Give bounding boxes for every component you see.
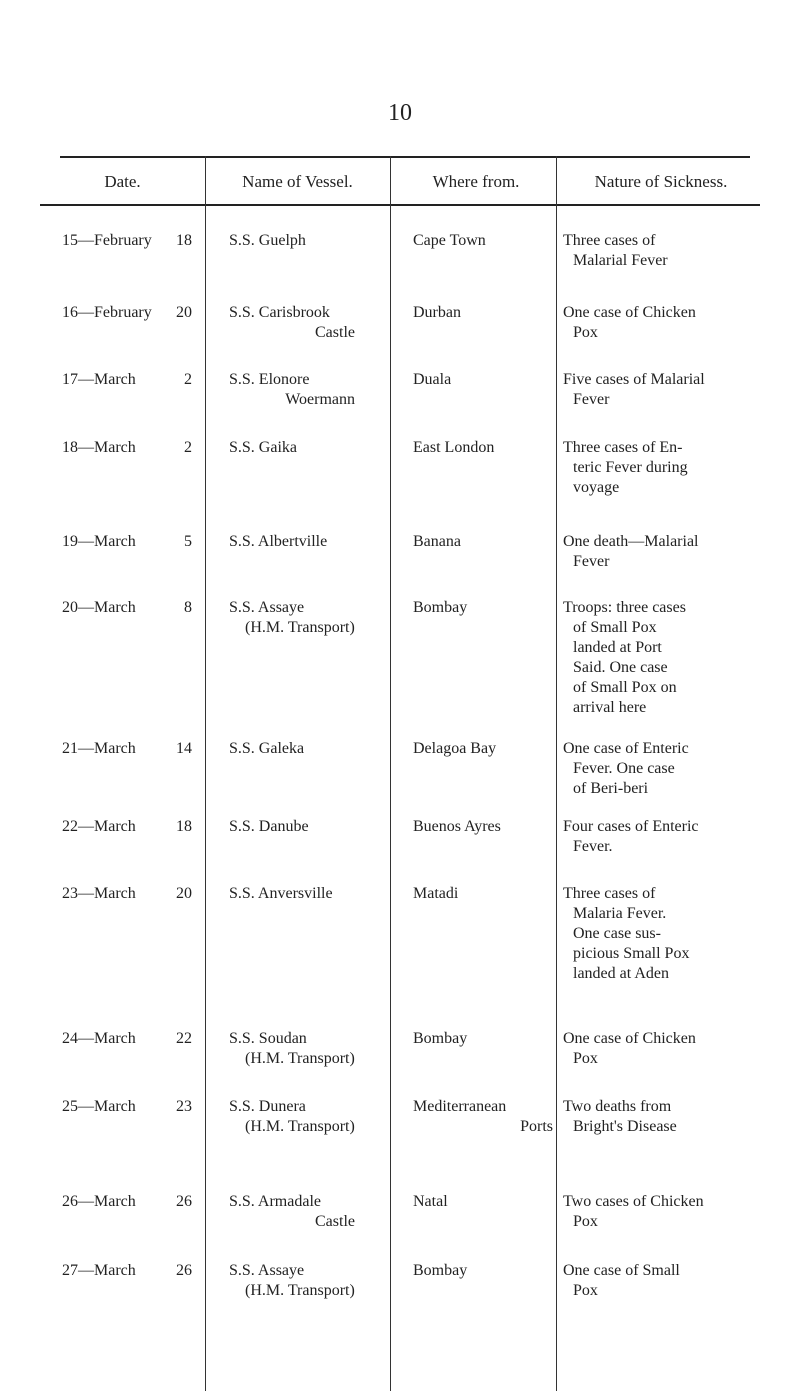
sickness-cell: Four cases of Enteric Fever.: [563, 818, 699, 855]
vessel-cell: S.S. Gaika: [229, 439, 297, 456]
date-cell: 20—March: [62, 599, 136, 616]
column-divider-3: [556, 156, 557, 1391]
date-cell: 19—March: [62, 533, 136, 550]
origin-cell: Bombay: [413, 1262, 468, 1279]
date-cell: 17—March: [62, 371, 136, 388]
vessel-cell: S.S. Assaye (H.M. Transport): [229, 599, 355, 636]
date-cell: 16—February: [62, 304, 152, 321]
vessel-cell: S.S. Armadale Castle: [229, 1193, 355, 1230]
date-cell: 21—March: [62, 740, 136, 757]
sickness-cell: Two cases of Chicken Pox: [563, 1193, 704, 1230]
vessel-cell: S.S. Albertville: [229, 533, 328, 550]
sickness-cell: Three cases of Malaria Fever. One case sus- picious Small Pox landed at Aden: [563, 885, 690, 982]
header-from: Where from.: [432, 172, 520, 191]
date-day-cell: 18: [176, 818, 192, 835]
sickness-cell: One case of Chicken Pox: [563, 1030, 696, 1067]
date-cell: 26—March: [62, 1193, 136, 1210]
date-day-cell: 22: [176, 1030, 192, 1047]
vessel-cell: S.S. Danube: [229, 818, 309, 835]
vessel-cell: S.S. Soudan (H.M. Transport): [229, 1030, 355, 1067]
vessel-cell: S.S. Guelph: [229, 232, 306, 249]
date-cell: 25—March: [62, 1098, 136, 1115]
sickness-cell: One case of Chicken Pox: [563, 304, 696, 341]
date-day-cell: 5: [184, 533, 192, 550]
sickness-cell: One death—Malarial Fever: [563, 533, 699, 570]
origin-cell: Delagoa Bay: [413, 740, 497, 757]
origin-cell: Bombay: [413, 1030, 468, 1047]
sickness-cell: Two deaths from Bright's Disease: [563, 1098, 677, 1135]
date-cell: 23—March: [62, 885, 136, 902]
vessel-cell: S.S. Assaye (H.M. Transport): [229, 1262, 355, 1299]
sickness-cell: One case of Small Pox: [563, 1262, 680, 1299]
sickness-cell: One case of Enteric Fever. One case of Beri-beri: [563, 740, 689, 797]
origin-cell: Natal: [413, 1193, 448, 1210]
date-cell: 27—March: [62, 1262, 136, 1279]
origin-cell: Cape Town: [413, 232, 486, 249]
origin-cell: Mediterranean Ports: [413, 1098, 553, 1135]
header-rule: [40, 204, 760, 206]
origin-cell: Banana: [413, 533, 461, 550]
date-day-cell: 26: [176, 1193, 192, 1210]
date-day-cell: 20: [176, 885, 192, 902]
origin-cell: Buenos Ayres: [413, 818, 501, 835]
vessel-cell: S.S. Galeka: [229, 740, 305, 757]
date-day-cell: 14: [176, 740, 192, 757]
sickness-cell: Three cases of Malarial Fever: [563, 232, 668, 269]
top-rule: [60, 156, 750, 158]
sickness-cell: Troops: three cases of Small Pox landed at Port Said. One case of Small Pox on arrival here: [563, 599, 686, 716]
sickness-cell: Three cases of En- teric Fever during voyage: [563, 439, 688, 496]
date-day-cell: 23: [176, 1098, 192, 1115]
date-cell: 22—March: [62, 818, 136, 835]
date-day-cell: 2: [184, 439, 192, 456]
origin-cell: East London: [413, 439, 495, 456]
date-cell: 18—March: [62, 439, 136, 456]
column-divider-2: [390, 156, 391, 1391]
date-cell: 15—February: [62, 232, 152, 249]
sickness-cell: Five cases of Malarial Fever: [563, 371, 705, 408]
date-cell: 24—March: [62, 1030, 136, 1047]
header-date: Date.: [104, 172, 141, 191]
page-number: 10: [388, 100, 412, 126]
date-day-cell: 20: [176, 304, 192, 321]
date-day-cell: 26: [176, 1262, 192, 1279]
header-vessel: Name of Vessel.: [242, 172, 353, 191]
column-divider-1: [205, 156, 206, 1391]
date-day-cell: 18: [176, 232, 192, 249]
vessel-cell: S.S. Anversville: [229, 885, 333, 902]
origin-cell: Matadi: [413, 885, 459, 902]
date-day-cell: 2: [184, 371, 192, 388]
origin-cell: Bombay: [413, 599, 468, 616]
origin-cell: Duala: [413, 371, 452, 388]
header-nature: Nature of Sickness.: [594, 172, 728, 191]
vessel-cell: S.S. Dunera (H.M. Transport): [229, 1098, 355, 1135]
vessel-cell: S.S. Carisbrook Castle: [229, 304, 355, 341]
vessel-cell: S.S. Elonore Woermann: [229, 371, 355, 408]
date-day-cell: 8: [184, 599, 192, 616]
origin-cell: Durban: [413, 304, 461, 321]
